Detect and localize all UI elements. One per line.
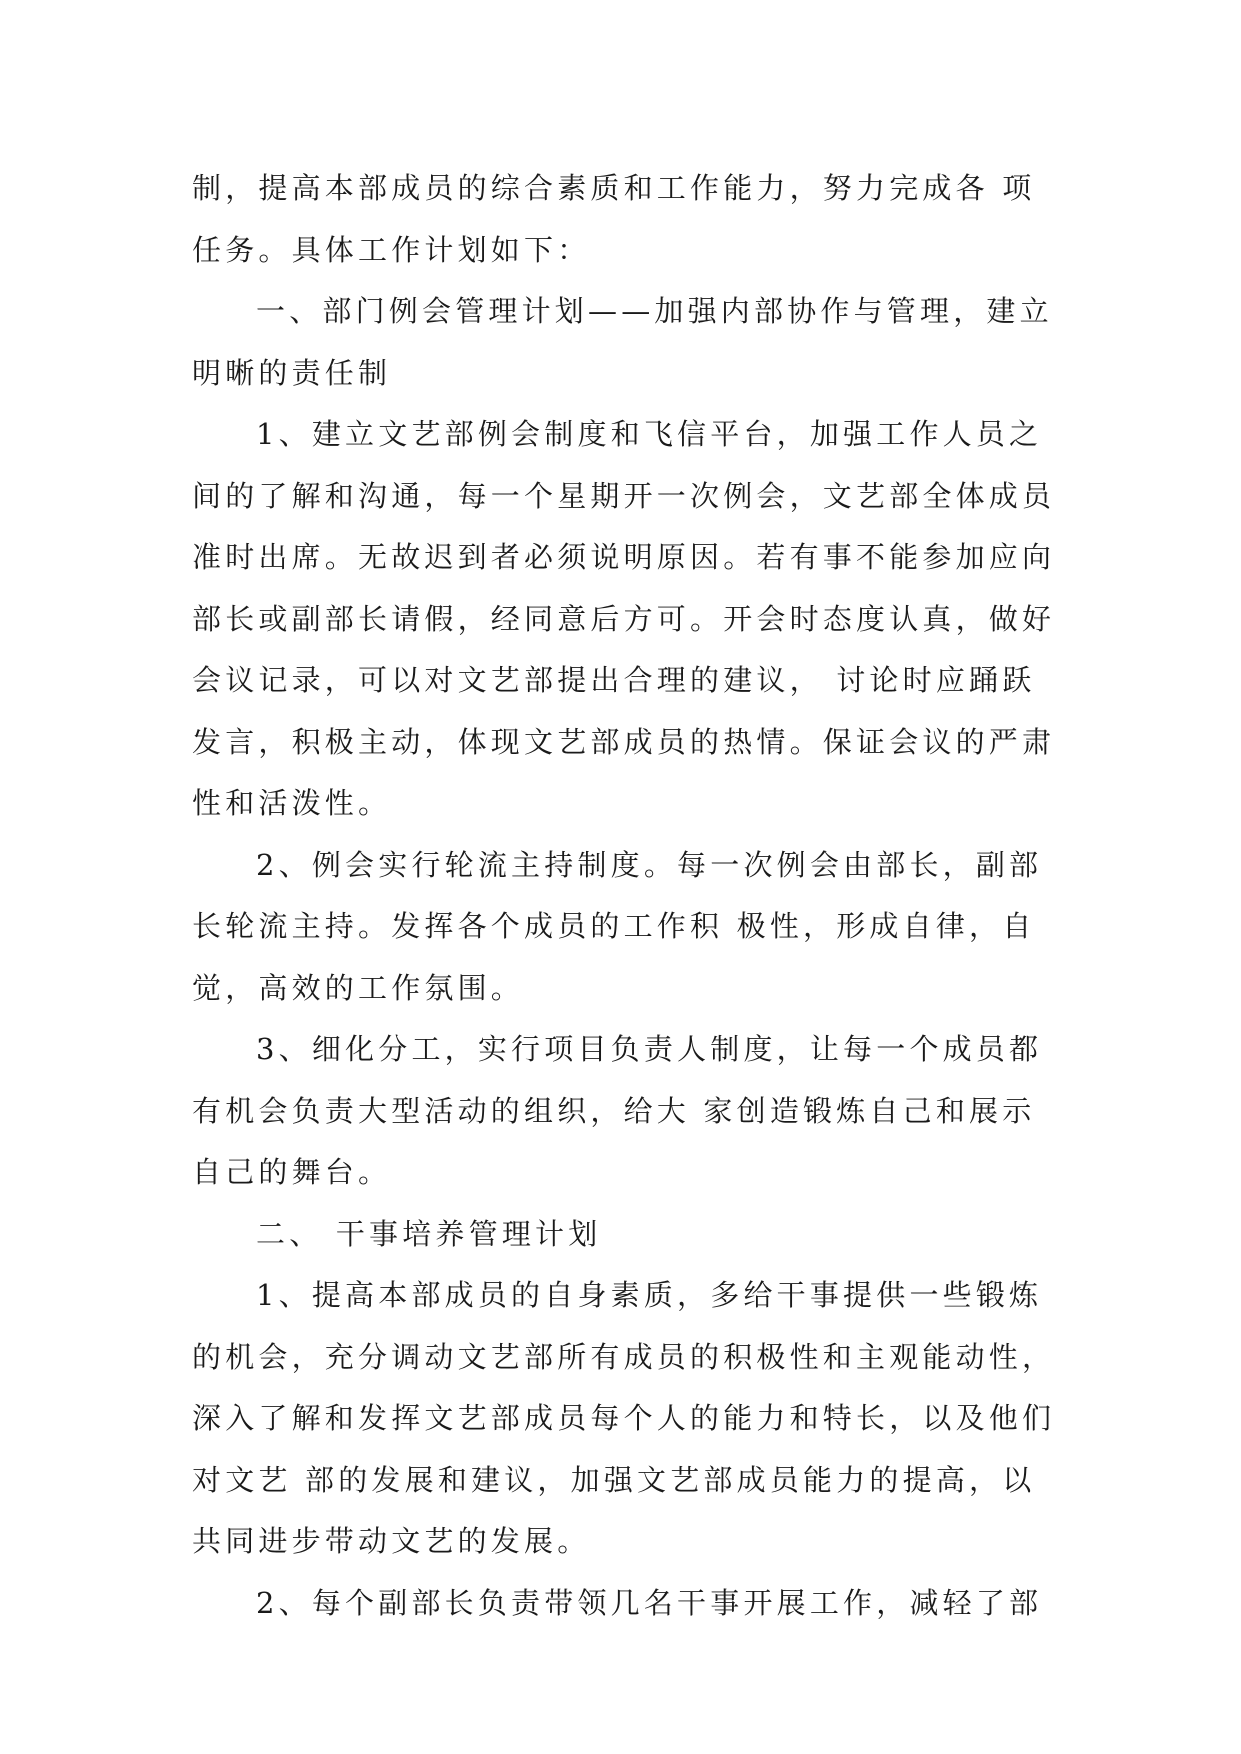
paragraph-start: 2、每个副部长负责带领几名干事开展工作，减轻了部 xyxy=(256,1585,1043,1620)
text-line: 性和活泼性。 xyxy=(192,786,392,820)
text-line: 的机会，充分调动文艺部所有成员的积极性和主观能动性， xyxy=(192,1339,1056,1374)
text-line: 觉，高效的工作氛围。 xyxy=(192,970,525,1005)
text-line: 共同进步带动文艺的发展。 xyxy=(192,1524,591,1558)
text-line: 长轮流主持。发挥各个成员的工作积 极性，形成自律，自 xyxy=(192,909,1036,943)
text-line: 任务。具体工作计划如下： xyxy=(192,232,591,267)
section-heading: 二、 干事培养管理计划 xyxy=(256,1216,602,1251)
text-line: 部长或副部长请假，经同意后方可。开会时态度认真，做好 xyxy=(192,601,1056,636)
text-line: 制，提高本部成员的综合素质和工作能力，努力完成各 项 xyxy=(192,171,1036,205)
text-line: 对文艺 部的发展和建议，加强文艺部成员能力的提高，以 xyxy=(192,1462,1036,1497)
text-line: 自己的舞台。 xyxy=(192,1155,392,1189)
text-line: 明晰的责任制 xyxy=(192,355,392,390)
text-line: 准时出席。无故迟到者必须说明原因。若有事不能参加应向 xyxy=(192,540,1056,574)
paragraph-start: 2、例会实行轮流主持制度。每一次例会由部长，副部 xyxy=(256,847,1043,882)
text-line: 深入了解和发挥文艺部成员每个人的能力和特长，以及他们 xyxy=(192,1401,1056,1435)
section-heading: 一、部门例会管理计划——加强内部协作与管理，建立 xyxy=(256,294,1053,328)
paragraph-start: 1、建立文艺部例会制度和飞信平台，加强工作人员之 xyxy=(256,417,1043,451)
text-line: 会议记录，可以对文艺部提出合理的建议， 讨论时应踊跃 xyxy=(192,663,1036,697)
text-line: 有机会负责大型活动的组织，给大 家创造锻炼自己和展示 xyxy=(192,1093,1036,1128)
document-body xyxy=(192,158,1056,1634)
paragraph-start: 1、提高本部成员的自身素质，多给干事提供一些锻炼 xyxy=(256,1278,1043,1312)
text-line: 间的了解和沟通，每一个星期开一次例会，文艺部全体成员 xyxy=(192,478,1056,513)
paragraph-start: 3、细化分工，实行项目负责人制度，让每一个成员都 xyxy=(256,1032,1043,1066)
text-line: 发言，积极主动，体现文艺部成员的热情。保证会议的严肃 xyxy=(192,724,1056,759)
